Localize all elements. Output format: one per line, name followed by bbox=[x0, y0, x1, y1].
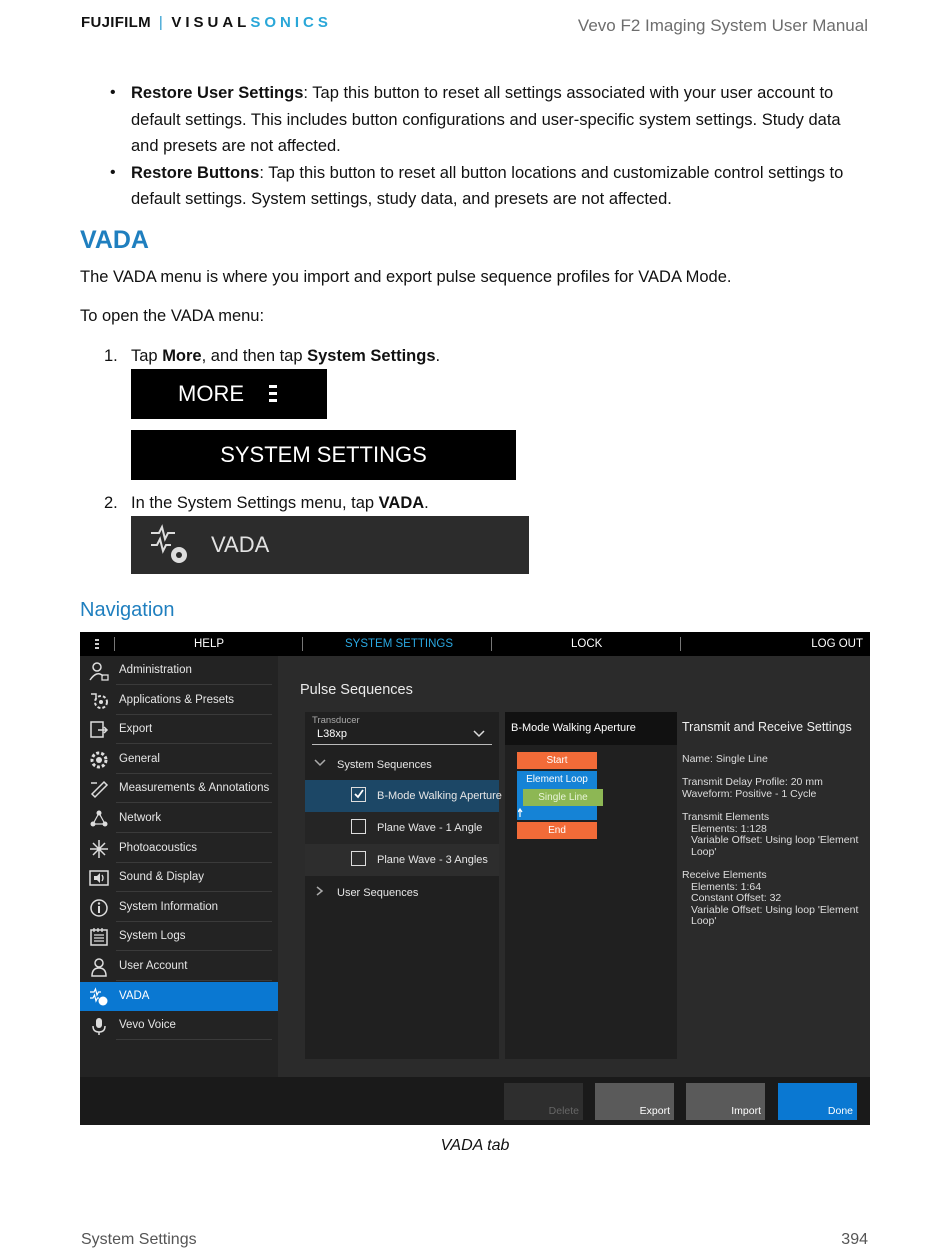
step-text: . bbox=[424, 494, 429, 512]
done-label: Done bbox=[827, 1105, 853, 1117]
vada-tab-screenshot bbox=[80, 632, 870, 1125]
chevron-down-icon bbox=[313, 758, 327, 768]
flow-end[interactable]: End bbox=[517, 822, 597, 839]
checkbox[interactable] bbox=[351, 819, 366, 834]
lock-tab[interactable]: LOCK bbox=[571, 638, 603, 650]
details-rx-head: Receive Elements bbox=[682, 869, 767, 881]
step-1 bbox=[104, 345, 440, 367]
settings-sidebar bbox=[80, 656, 278, 1077]
done-button[interactable] bbox=[778, 1083, 857, 1120]
vada-icon bbox=[149, 523, 193, 567]
sidebar-item-label: Photoacoustics bbox=[119, 841, 197, 854]
export-label: Export bbox=[639, 1105, 670, 1117]
system-sequences-group[interactable] bbox=[313, 758, 432, 771]
transducer-label: Transducer bbox=[312, 715, 360, 726]
details-title: Transmit and Receive Settings bbox=[682, 720, 852, 734]
sequence-row-plane-wave-1[interactable] bbox=[305, 812, 499, 844]
pulse-sequences-title: Pulse Sequences bbox=[300, 682, 413, 698]
loop-return-arrow-icon bbox=[518, 808, 526, 818]
transducer-select[interactable]: L38xp bbox=[317, 728, 347, 740]
group-label: User Sequences bbox=[337, 887, 419, 899]
details-rx-elements: Elements: 1:64 bbox=[691, 880, 762, 893]
delete-button[interactable] bbox=[504, 1083, 583, 1120]
details-rx-const: Constant Offset: 32 bbox=[691, 892, 782, 904]
details-rx-offset: Variable Offset: Using loop 'Element Loop' bbox=[691, 903, 859, 927]
sidebar-item-label: Applications & Presets bbox=[119, 693, 235, 706]
details-waveform: Waveform: Positive - 1 Cycle bbox=[682, 787, 817, 800]
kebab-menu-icon bbox=[266, 383, 280, 405]
section-heading: VADA bbox=[80, 226, 149, 254]
flow-single-line[interactable]: Single Line bbox=[523, 789, 603, 806]
vada-label: VADA bbox=[211, 532, 270, 557]
admin-icon bbox=[89, 661, 109, 681]
step-number: 1. bbox=[104, 347, 118, 365]
flow-title: B-Mode Walking Aperture bbox=[511, 722, 636, 734]
sidebar-item-label: Sound & Display bbox=[119, 871, 205, 884]
bullet-term: Restore User Settings bbox=[131, 84, 304, 102]
step-term-vada: VADA bbox=[378, 494, 425, 512]
transmit-receive-details bbox=[682, 722, 862, 928]
top-bar bbox=[80, 632, 870, 656]
group-label: System Sequences bbox=[337, 759, 432, 771]
step-number: 2. bbox=[104, 494, 118, 512]
sidebar-item-sound-display[interactable] bbox=[80, 863, 278, 892]
import-label: Import bbox=[731, 1105, 761, 1117]
bullet-restore-buttons bbox=[105, 160, 865, 213]
user-sequences-group[interactable] bbox=[313, 886, 418, 899]
bullet-text: : Tap this button to reset all button locations and customizable control settings to default settings. System settings, study data, and presets are not affected. bbox=[131, 163, 844, 208]
sidebar-item-network[interactable] bbox=[80, 804, 278, 833]
logout-tab[interactable]: LOG OUT bbox=[811, 638, 863, 650]
section-intro: The VADA menu is where you import and export pulse sequence profiles for VADA Mode. bbox=[80, 268, 732, 286]
photoacoustics-icon bbox=[89, 839, 109, 859]
footer-section: System Settings bbox=[81, 1231, 197, 1248]
sidebar-item-label: User Account bbox=[119, 960, 188, 972]
step-text: . bbox=[435, 347, 441, 365]
bullet-restore-user-settings bbox=[105, 80, 865, 160]
import-button[interactable] bbox=[686, 1083, 765, 1120]
flow-start[interactable]: Start bbox=[517, 752, 597, 769]
navigation-heading: Navigation bbox=[80, 599, 175, 621]
sidebar-item-label: Vevo Voice bbox=[119, 1019, 176, 1032]
topbar-divider bbox=[491, 637, 492, 651]
sidebar-item-system-information[interactable] bbox=[80, 893, 278, 922]
sidebar-item-vevo-voice[interactable] bbox=[80, 1011, 278, 1040]
document-title: Vevo F2 Imaging System User Manual bbox=[577, 16, 868, 35]
company-logo bbox=[81, 14, 332, 31]
system-settings-tab[interactable]: SYSTEM SETTINGS bbox=[345, 638, 453, 650]
more-button-image bbox=[131, 369, 327, 419]
step-term-more: More bbox=[162, 347, 202, 365]
page-number: 394 bbox=[841, 1231, 868, 1248]
step-text: In the System Settings menu, tap bbox=[131, 494, 379, 512]
microphone-icon bbox=[89, 1016, 109, 1036]
sidebar-item-vada[interactable] bbox=[80, 982, 278, 1011]
details-tx-elements: Elements: 1:128 bbox=[691, 822, 767, 835]
details-delay: Transmit Delay Profile: 20 mm bbox=[682, 776, 823, 788]
sequence-label: B-Mode Walking Aperture bbox=[377, 790, 502, 802]
details-tx-head: Transmit Elements bbox=[682, 811, 770, 823]
logs-icon bbox=[89, 927, 109, 947]
sound-icon bbox=[89, 868, 109, 888]
bottom-action-bar bbox=[80, 1077, 870, 1125]
step-text: , and then tap bbox=[201, 347, 308, 365]
sequence-row-b-mode[interactable] bbox=[305, 780, 502, 812]
user-icon bbox=[89, 957, 109, 977]
topbar-divider bbox=[114, 637, 115, 651]
logo-divider: | bbox=[158, 14, 164, 31]
sequence-list-panel bbox=[305, 712, 502, 1059]
sequence-label: Plane Wave - 1 Angle bbox=[377, 822, 483, 834]
vada-button-image bbox=[131, 516, 529, 574]
sidebar-item-label: General bbox=[119, 752, 160, 765]
vada-icon bbox=[89, 987, 109, 1007]
checkbox[interactable] bbox=[351, 851, 366, 866]
network-icon bbox=[89, 809, 109, 829]
info-icon bbox=[89, 898, 109, 918]
logo-fujifilm: FUJIFILM bbox=[81, 14, 151, 31]
flow-element-loop[interactable]: Element Loop bbox=[517, 771, 597, 788]
help-tab[interactable]: HELP bbox=[194, 638, 225, 650]
step-text: Tap bbox=[131, 347, 163, 365]
sequence-label: Plane Wave - 3 Angles bbox=[377, 854, 488, 866]
chevron-down-icon[interactable] bbox=[473, 730, 485, 738]
sidebar-item-label: Measurements & Annotations bbox=[119, 782, 270, 795]
system-settings-button-image bbox=[131, 430, 516, 480]
bullet-term: Restore Buttons bbox=[131, 163, 260, 182]
details-tx-offset: Variable Offset: Using loop 'Element Loop' bbox=[691, 834, 859, 858]
chevron-right-icon bbox=[313, 886, 327, 896]
sidebar-item-label: Network bbox=[119, 812, 162, 824]
sidebar-item-general[interactable] bbox=[80, 745, 278, 774]
logo-sonics: SONICS bbox=[250, 14, 332, 31]
step-term-system-settings: System Settings bbox=[307, 347, 436, 365]
step-2 bbox=[104, 492, 429, 514]
bullet-text: : Tap this button to reset all settings associated with your user account to default settings. This includes button configurations and user-specific system settings. Study data and presets are not affected. bbox=[131, 84, 841, 155]
gear-icon bbox=[89, 750, 109, 770]
sidebar-item-export[interactable] bbox=[80, 715, 278, 744]
sidebar-item-applications-presets[interactable] bbox=[80, 686, 278, 715]
details-name: Name: Single Line bbox=[682, 752, 768, 765]
kebab-menu-icon[interactable] bbox=[94, 638, 100, 650]
export-button[interactable] bbox=[595, 1083, 674, 1120]
sidebar-item-label: Export bbox=[119, 723, 153, 736]
system-settings-label: SYSTEM SETTINGS bbox=[220, 442, 427, 467]
ruler-icon bbox=[89, 779, 109, 799]
flow-header bbox=[505, 712, 677, 745]
open-instructions: To open the VADA menu: bbox=[80, 307, 265, 325]
applications-icon bbox=[89, 691, 109, 711]
more-label: MORE bbox=[178, 381, 244, 406]
sidebar-item-measurements-annotations[interactable] bbox=[80, 774, 278, 803]
export-icon bbox=[89, 720, 109, 740]
sequence-row-plane-wave-3[interactable] bbox=[305, 844, 499, 876]
sidebar-item-photoacoustics[interactable] bbox=[80, 834, 278, 863]
sidebar-item-system-logs[interactable] bbox=[80, 922, 278, 951]
figure-caption: VADA tab bbox=[440, 1137, 510, 1154]
topbar-divider bbox=[680, 637, 681, 651]
sequence-flow-panel bbox=[505, 712, 677, 1059]
checkmark-icon bbox=[353, 788, 365, 800]
settings-bullet-list bbox=[105, 80, 865, 213]
delete-label: Delete bbox=[548, 1105, 579, 1117]
sidebar-item-label: System Information bbox=[119, 900, 219, 913]
sidebar-item-administration[interactable] bbox=[80, 656, 278, 685]
checkbox-checked[interactable] bbox=[351, 787, 366, 802]
sidebar-item-label: System Logs bbox=[119, 930, 186, 943]
sidebar-item-label: Administration bbox=[119, 664, 192, 676]
logo-visual: VISUAL bbox=[171, 14, 251, 31]
sidebar-item-label: VADA bbox=[119, 989, 150, 1002]
topbar-divider bbox=[302, 637, 303, 651]
sidebar-item-user-account[interactable] bbox=[80, 952, 278, 981]
